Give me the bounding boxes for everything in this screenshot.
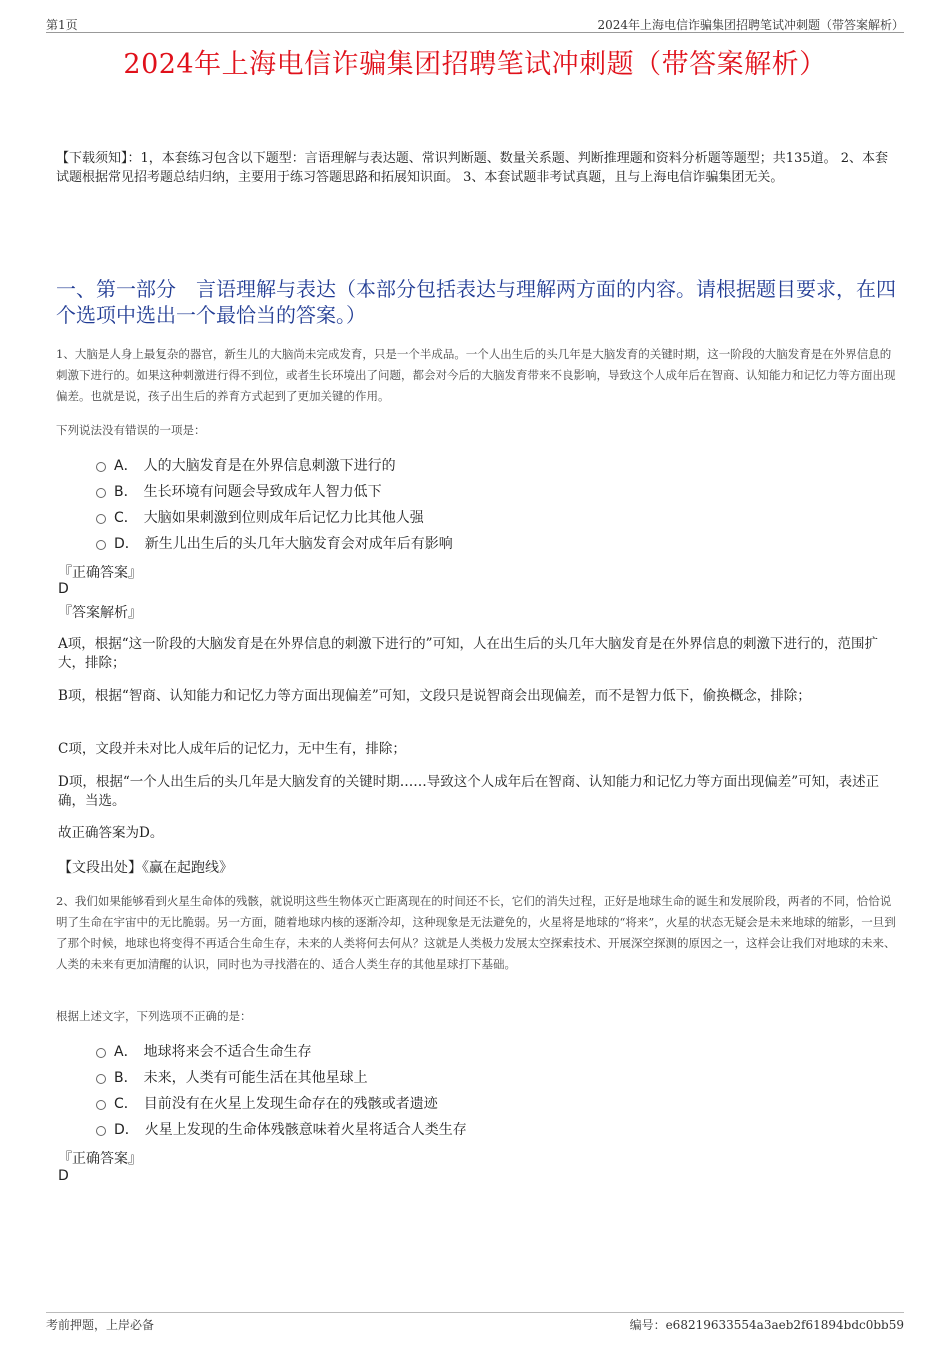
question-1-analysis-c: C项，文段并未对比人成年后的记忆力，无中生有，排除； — [58, 741, 406, 757]
document-title: 2024年上海电信诈骗集团招聘笔试冲刺题（带答案解析） — [123, 49, 827, 80]
radio-icon[interactable] — [96, 1048, 106, 1058]
question-2-option-b[interactable]: B． 未来，人类有可能生活在其他星球上 — [96, 1064, 467, 1090]
radio-icon[interactable] — [96, 540, 106, 550]
header-doc-title: 2024年上海电信诈骗集团招聘笔试冲刺题（带答案解析） — [597, 18, 904, 32]
footer-slogan: 考前押题，上岸必备 — [46, 1318, 155, 1332]
question-1-analysis-label: 『答案解析』 — [58, 605, 142, 621]
radio-icon[interactable] — [96, 1074, 106, 1084]
download-notice: 【下载须知】：1，本套练习包含以下题型：言语理解与表达题、常识判断题、数量关系题、判断推理题和资料分析题等题型；共135道。 2、本套试题根据常见招考题总结归纳，主要用于练习答题思路和拓展知识面。 3、本套试题非考试真题，且与上海电信诈骗集团无关。 — [56, 151, 888, 185]
page-header — [46, 14, 904, 33]
question-2-passage: 2、我们如果能够看到火星生命体的残骸，就说明这些生物体灭亡距离现在的时间还不长，它们的消失过程，正好是地球生命的诞生和发展阶段，两者的不同，恰恰说明了生命在宇宙中的无比脆弱。另一方面，随着地球内核的逐渐冷却，这种现象是无法避免的，火星将是地球的“将来”，火星的状态无疑会是未来地球的缩影，一旦到了那个时候，地球也将变得不再适合生命生存，未来的人类将何去何从？这就是人类极力发展太空探索技术、开展深空探测的原因之一，这样会让我们对地球的未来、人类的未来有更加清醒的认识，同时也为寻找潜在的、适合人类生存的其他星球打下基础。 — [56, 894, 896, 971]
question-2-option-a[interactable]: A． 地球将来会不适合生命生存 — [96, 1038, 467, 1064]
question-1-analysis-d: D项，根据“一个人出生后的头几年是大脑发育的关键时期……导致这个人成年后在智商、认知能力和记忆力等方面出现偏差”可知，表述正确，当选。 — [58, 774, 880, 809]
page-footer — [46, 1312, 904, 1333]
question-1-option-b[interactable]: B． 生长环境有问题会导致成年人智力低下 — [96, 478, 453, 504]
question-1-analysis-a: A项，根据“这一阶段的大脑发育是在外界信息的刺激下进行的”可知，人在出生后的头几年大脑发育是在外界信息的刺激下进行的，范围扩大，排除； — [58, 636, 879, 671]
question-1-passage: 1、大脑是人身上最复杂的器官，新生儿的大脑尚未完成发育，只是一个半成品。一个人出生后的头几年是大脑发育的关键时期，这一阶段的大脑发育是在外界信息的刺激下进行的。如果这种刺激进行得不到位，或者生长环境出了问题，都会对今后的大脑发育带来不良影响，导致这个人成年后在智商、认知能力和记忆力等方面出现偏差。也就是说，孩子出生后的养育方式起到了更加关键的作用。 — [56, 347, 896, 403]
question-2-options — [96, 1038, 467, 1142]
question-1-answer: D — [58, 581, 69, 597]
question-1-answer-label: 『正确答案』 — [58, 565, 142, 581]
radio-icon[interactable] — [96, 462, 106, 472]
radio-icon[interactable] — [96, 1100, 106, 1110]
question-1-prompt: 下列说法没有错误的一项是： — [56, 423, 206, 437]
radio-icon[interactable] — [96, 514, 106, 524]
question-1-conclusion: 故正确答案为D。 — [58, 825, 164, 841]
page-number: 第1页 — [46, 18, 78, 32]
question-2-prompt: 根据上述文字，下列选项不正确的是： — [56, 1009, 252, 1023]
question-2-answer: D — [58, 1168, 69, 1184]
radio-icon[interactable] — [96, 1126, 106, 1136]
footer-code: 编号：e68219633554a3aeb2f61894bdc0bb59 — [629, 1318, 904, 1332]
question-2-option-d[interactable]: D． 火星上发现的生命体残骸意味着火星将适合人类生存 — [96, 1116, 467, 1142]
question-1-options — [96, 452, 453, 556]
radio-icon[interactable] — [96, 488, 106, 498]
question-2-option-c[interactable]: C． 目前没有在火星上发现生命存在的残骸或者遗迹 — [96, 1090, 467, 1116]
question-1-analysis-b: B项，根据“智商、认知能力和记忆力等方面出现偏差”可知，文段只是说智商会出现偏差，而不是智力低下，偷换概念，排除； — [58, 688, 811, 704]
question-2-answer-label: 『正确答案』 — [58, 1151, 142, 1167]
question-1-option-c[interactable]: C． 大脑如果刺激到位则成年后记忆力比其他人强 — [96, 504, 453, 530]
section-heading: 一、第一部分 言语理解与表达（本部分包括表达与理解两方面的内容。请根据题目要求，在四个选项中选出一个最恰当的答案。） — [56, 277, 896, 327]
question-1-option-a[interactable]: A． 人的大脑发育是在外界信息刺激下进行的 — [96, 452, 453, 478]
question-1-source: 【文段出处】《赢在起跑线》 — [58, 860, 233, 876]
question-1-option-d[interactable]: D． 新生儿出生后的头几年大脑发育会对成年后有影响 — [96, 530, 453, 556]
